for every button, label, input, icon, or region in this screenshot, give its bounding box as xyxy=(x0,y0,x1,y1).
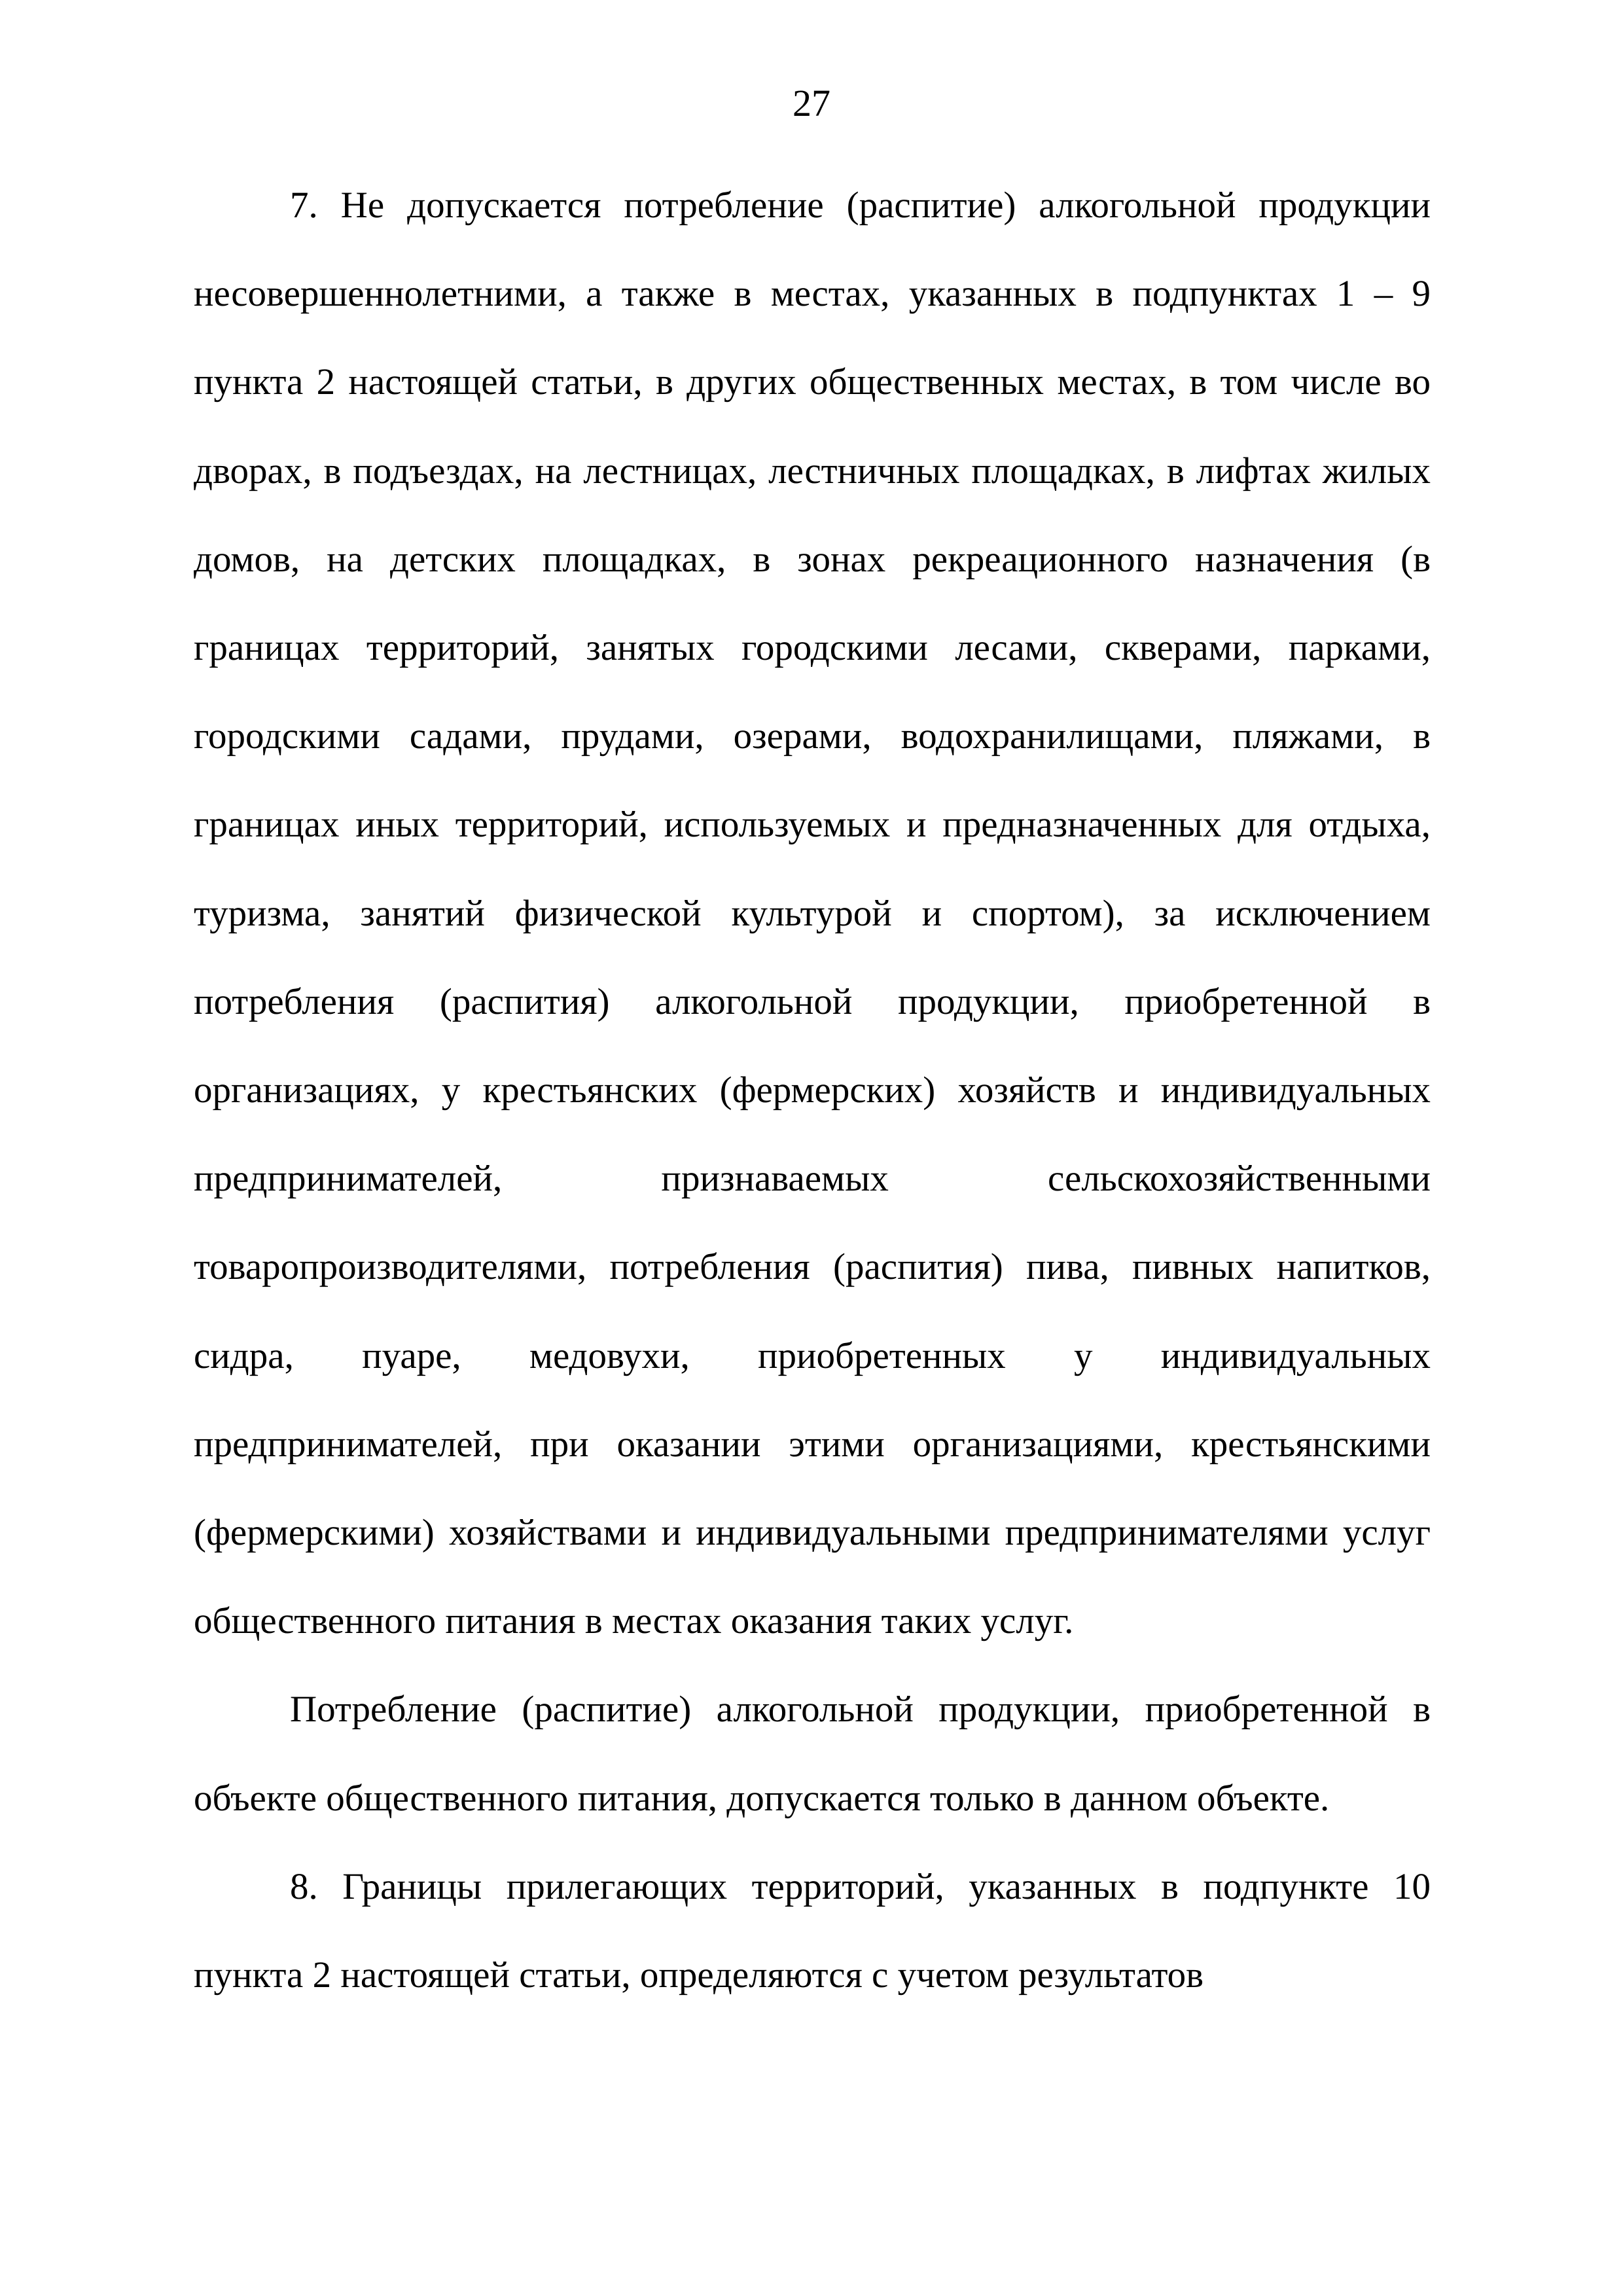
paragraph-7: 7. Не допускается потребление (распитие) алкогольной продукции несовершеннолетними, а также в местах, указанных в подпунктах 1 – 9 пункта 2 настоящей статьи, в других общественных местах, в том числе во дворах, в подъездах, на лестницах, лестничных площадках, в лифтах жилых домов, на детских площадках, в зонах рекреационного назначения (в границах территорий, занятых городскими лесами, скверами, парками, городскими садами, прудами, озерами, водохранилищами, пляжами, в границах иных территорий, используемых и предназначенных для отдыха, туризма, занятий физической культурой и спортом), за исключением потребления (распития) алкогольной продукции, приобретенной в организациях, у крестьянских (фермерских) хозяйств и индивидуальных предпринимателей, признаваемых сельскохозяйственными товаропроизводителями, потребления (распития) пива, пивных напитков, сидра, пуаре, медовухи, приобретенных у индивидуальных предпринимателей, при оказании этими организациями, крестьянскими (фермерскими) хозяйствами и индивидуальными предпринимателями услуг общественного питания в местах оказания таких услуг. xyxy=(194,185,1431,1642)
page-number: 27 xyxy=(793,82,830,124)
document-body xyxy=(194,161,1431,2019)
paragraph-public-catering: Потребление (распитие) алкогольной продукции, приобретенной в объекте общественного питания, допускается только в данном объекте. xyxy=(194,1689,1431,1819)
paragraph-8: 8. Границы прилегающих территорий, указанных в подпункте 10 пункта 2 настоящей статьи, определяются с учетом результатов xyxy=(194,1865,1431,1996)
